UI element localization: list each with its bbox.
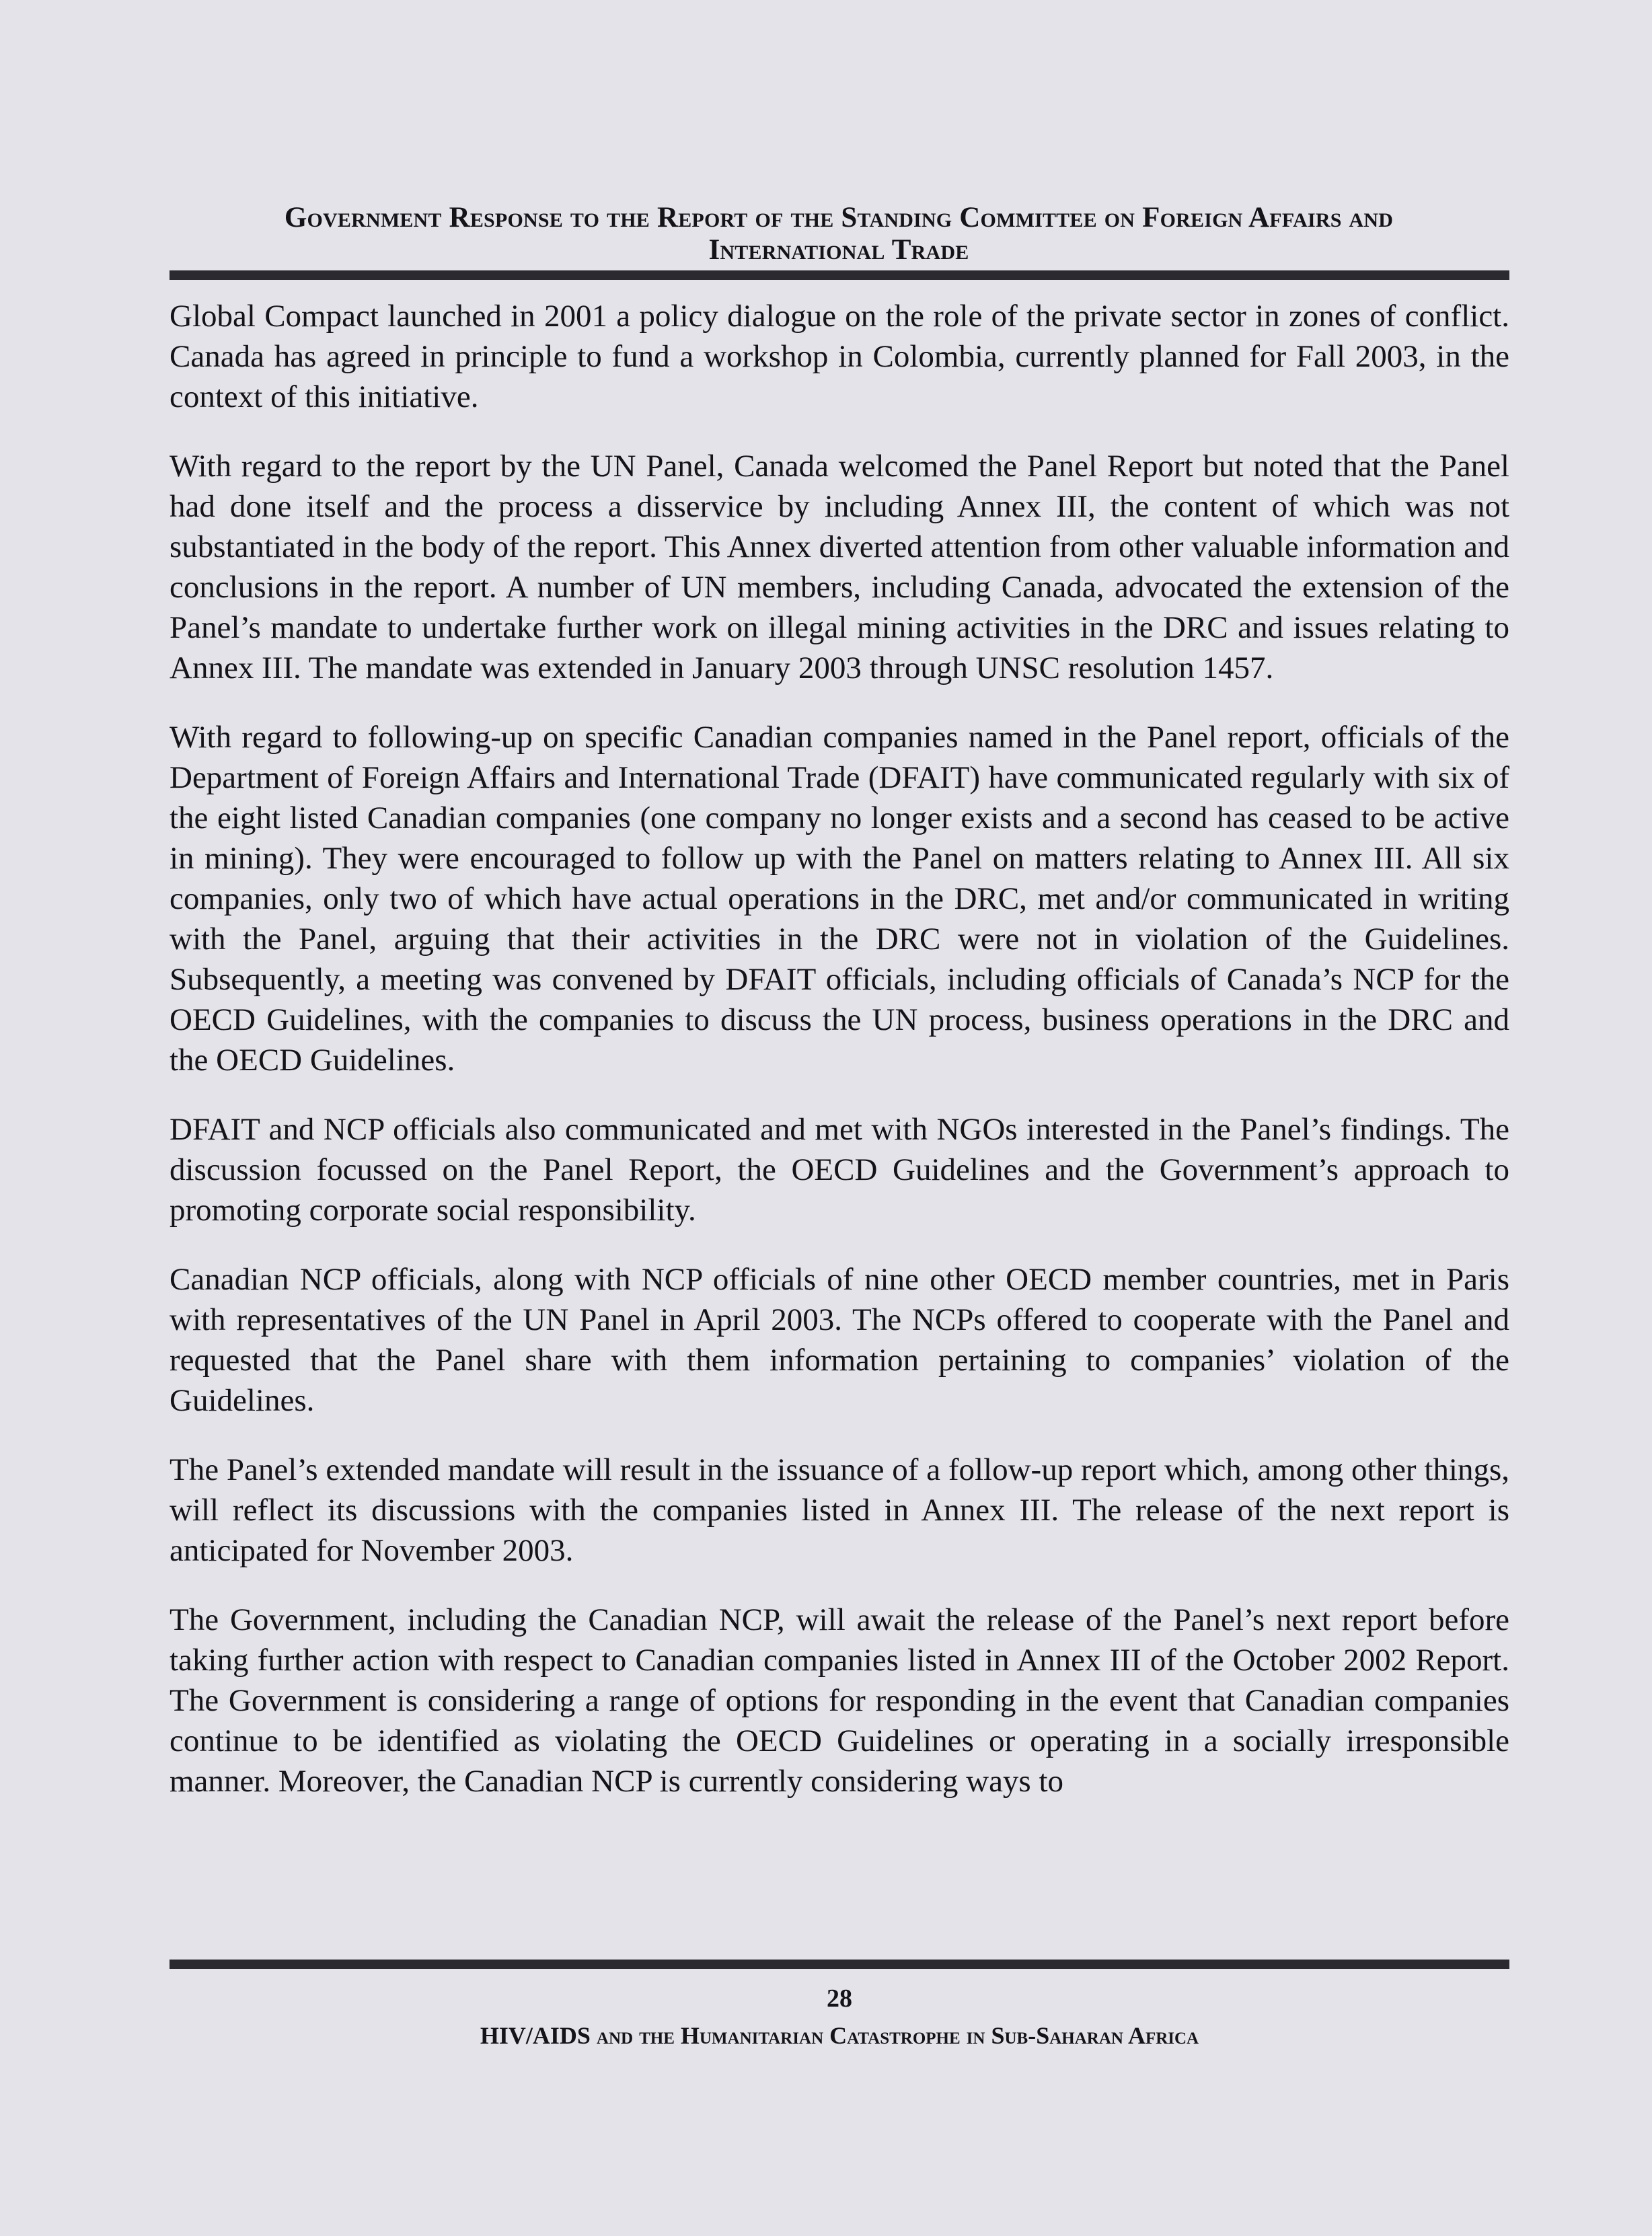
running-header-line-1: Government Response to the Report of the Standing Committee on Foreign Affairs and xyxy=(284,202,1394,233)
paragraph-6: The Panel’s extended mandate will result in the issuance of a follow-up report which, among other things, will reflect its discussions with the companies listed in Annex III. The release of the next report is anticipated for November 2003. xyxy=(170,1452,1509,1568)
footer-rule xyxy=(170,1960,1509,1969)
paragraph-3: With regard to following-up on specific Canadian companies named in the Panel report, officials of the Department of Foreign Affairs and International Trade (DFAIT) have communicated regularly with six of the eight listed Canadian companies (one company no longer exists and a second has ceased to be active in mining). They were encouraged to follow up with the Panel on matters relating to Annex III. All six companies, only two of which have actual operations in the DRC, met and/or communicated in writing with the Panel, arguing that their activities in the DRC were not in violation of the Guidelines. Subsequently, a meeting was convened by DFAIT officials, including officials of Canada’s NCP for the OECD Guidelines, with the companies to discuss the UN process, business operations in the DRC and the OECD Guidelines. xyxy=(170,720,1509,1078)
paragraph-7: The Government, including the Canadian NCP, will await the release of the Panel’s next report before taking further action with respect to Canadian companies listed in Annex III of the October 2002 Report. The Government is considering a range of options for responding in the event that Canadian companies continue to be identified as violating the OECD Guidelines or operating in a socially irresponsible manner. Moreover, the Canadian NCP is currently considering ways to xyxy=(170,1602,1509,1799)
paragraph-5: Canadian NCP officials, along with NCP officials of nine other OECD member countries, met in Paris with representatives of the UN Panel in April 2003. The NCPs offered to cooperate with the Panel and requested that the Panel share with them information pertaining to companies’ violation of the Guidelines. xyxy=(170,1262,1509,1418)
paragraph-4: DFAIT and NCP officials also communicated and met with NGOs interested in the Panel’s findings. The discussion focussed on the Panel Report, the OECD Guidelines and the Government’s approach to promoting corporate social responsibility. xyxy=(170,1112,1509,1228)
paragraph-2: With regard to the report by the UN Panel, Canada welcomed the Panel Report but noted that the Panel had done itself and the process a disservice by including Annex III, the content of which was not substantiated in the body of the report. This Annex diverted attention from other valuable information and conclusions in the report. A number of UN members, including Canada, advocated the extension of the Panel’s mandate to undertake further work on illegal mining activities in the DRC and issues relating to Annex III. The mandate was extended in January 2003 through UNSC resolution 1457. xyxy=(170,449,1509,685)
running-header-line-2: International Trade xyxy=(708,234,969,266)
header-rule xyxy=(170,270,1509,280)
page-number: 28 xyxy=(827,1984,852,2013)
body-text xyxy=(170,296,1509,1830)
running-footer: HIV/AIDS and the Humanitarian Catastrophe in Sub-Saharan Africa xyxy=(480,2022,1199,2049)
paragraph-1: Global Compact launched in 2001 a policy dialogue on the role of the private sector in zones of conflict. Canada has agreed in principle to fund a workshop in Colombia, currently planned for Fall 2003, in the context of this initiative. xyxy=(170,299,1509,414)
running-header xyxy=(170,202,1508,266)
